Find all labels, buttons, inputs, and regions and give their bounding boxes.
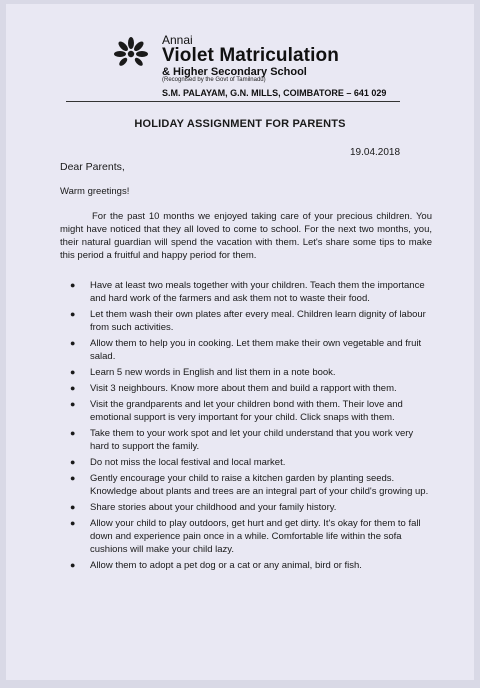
bullet-icon: ● [70,518,76,528]
bullet-icon: ● [70,367,76,377]
tip-text: Have at least two meals together with your children. Teach them the importance and hard work of the farmers and ask them not to waste their food. [90,280,425,304]
bullet-icon: ● [70,280,76,290]
tip-text: Learn 5 new words in English and list them in a note book. [90,367,336,378]
bullet-icon: ● [70,560,76,570]
bullet-icon: ● [70,309,76,319]
bullet-icon: ● [70,428,76,438]
list-item [60,279,432,305]
bullet-icon: ● [70,338,76,348]
school-address: S.M. PALAYAM, G.N. MILLS, COIMBATORE – 641 029 [162,88,387,98]
school-name: Violet Matriculation [162,45,339,66]
list-item [60,382,432,395]
greeting: Warm greetings! [60,186,130,197]
salutation: Dear Parents, [60,161,125,173]
list-item [60,559,432,572]
list-item [60,517,432,556]
tip-text: Allow your child to play outdoors, get hurt and get dirty. It's okay for them to fall down and experience pain once in a while. Comfortable life within the sofa cushions will make your child lazy. [90,518,421,555]
tip-text: Visit 3 neighbours. Know more about them and build a rapport with them. [90,383,397,394]
list-item [60,456,432,469]
school-recognition: (Recognised by the Govt of Tamilnadu) [162,77,266,83]
letter-page [6,4,474,680]
tip-text: Allow them to adopt a pet dog or a cat or any animal, bird or fish. [90,560,362,571]
letter-date: 19.04.2018 [350,147,401,158]
bullet-icon: ● [70,457,76,467]
tips-list [60,279,432,575]
document-title: HOLIDAY ASSIGNMENT FOR PARENTS [134,118,346,130]
list-item [60,337,432,363]
bullet-icon: ● [70,473,76,483]
tip-text: Visit the grandparents and let your children bond with them. Their love and emotional support is very important for your child. Click snaps with them. [90,399,403,423]
bullet-icon: ● [70,399,76,409]
header-divider [66,101,400,102]
tip-text: Allow them to help you in cooking. Let them make their own vegetable and fruit salad. [90,338,422,362]
tip-text: Let them wash their own plates after every meal. Children learn dignity of labour from such activities. [90,309,426,333]
list-item [60,427,432,453]
tip-text: Share stories about your childhood and your family history. [90,502,337,513]
tip-text: Gently encourage your child to raise a kitchen garden by planting seeds. Knowledge about plants and trees are an integral part of your child's growing up. [90,473,429,497]
list-item [60,472,432,498]
tip-text: Do not miss the local festival and local market. [90,457,286,468]
list-item [60,398,432,424]
bullet-icon: ● [70,502,76,512]
school-subtitle: & Higher Secondary School [162,66,307,78]
list-item [60,308,432,334]
letterhead [6,4,474,104]
school-logo-icon [106,34,156,68]
tip-text: Take them to your work spot and let your child understand that you work very hard to support the family. [90,428,414,452]
school-name-prefix: Annai [162,33,193,47]
list-item [60,366,432,379]
intro-paragraph: For the past 10 months we enjoyed taking care of your precious children. You might have noticed that they all loved to come to school. For the next two months, you, their natural guardian will spend the vacation with them. Let's share some tips to make this period a fruitful and happy period for them. [60,211,432,261]
list-item [60,501,432,514]
bullet-icon: ● [70,383,76,393]
